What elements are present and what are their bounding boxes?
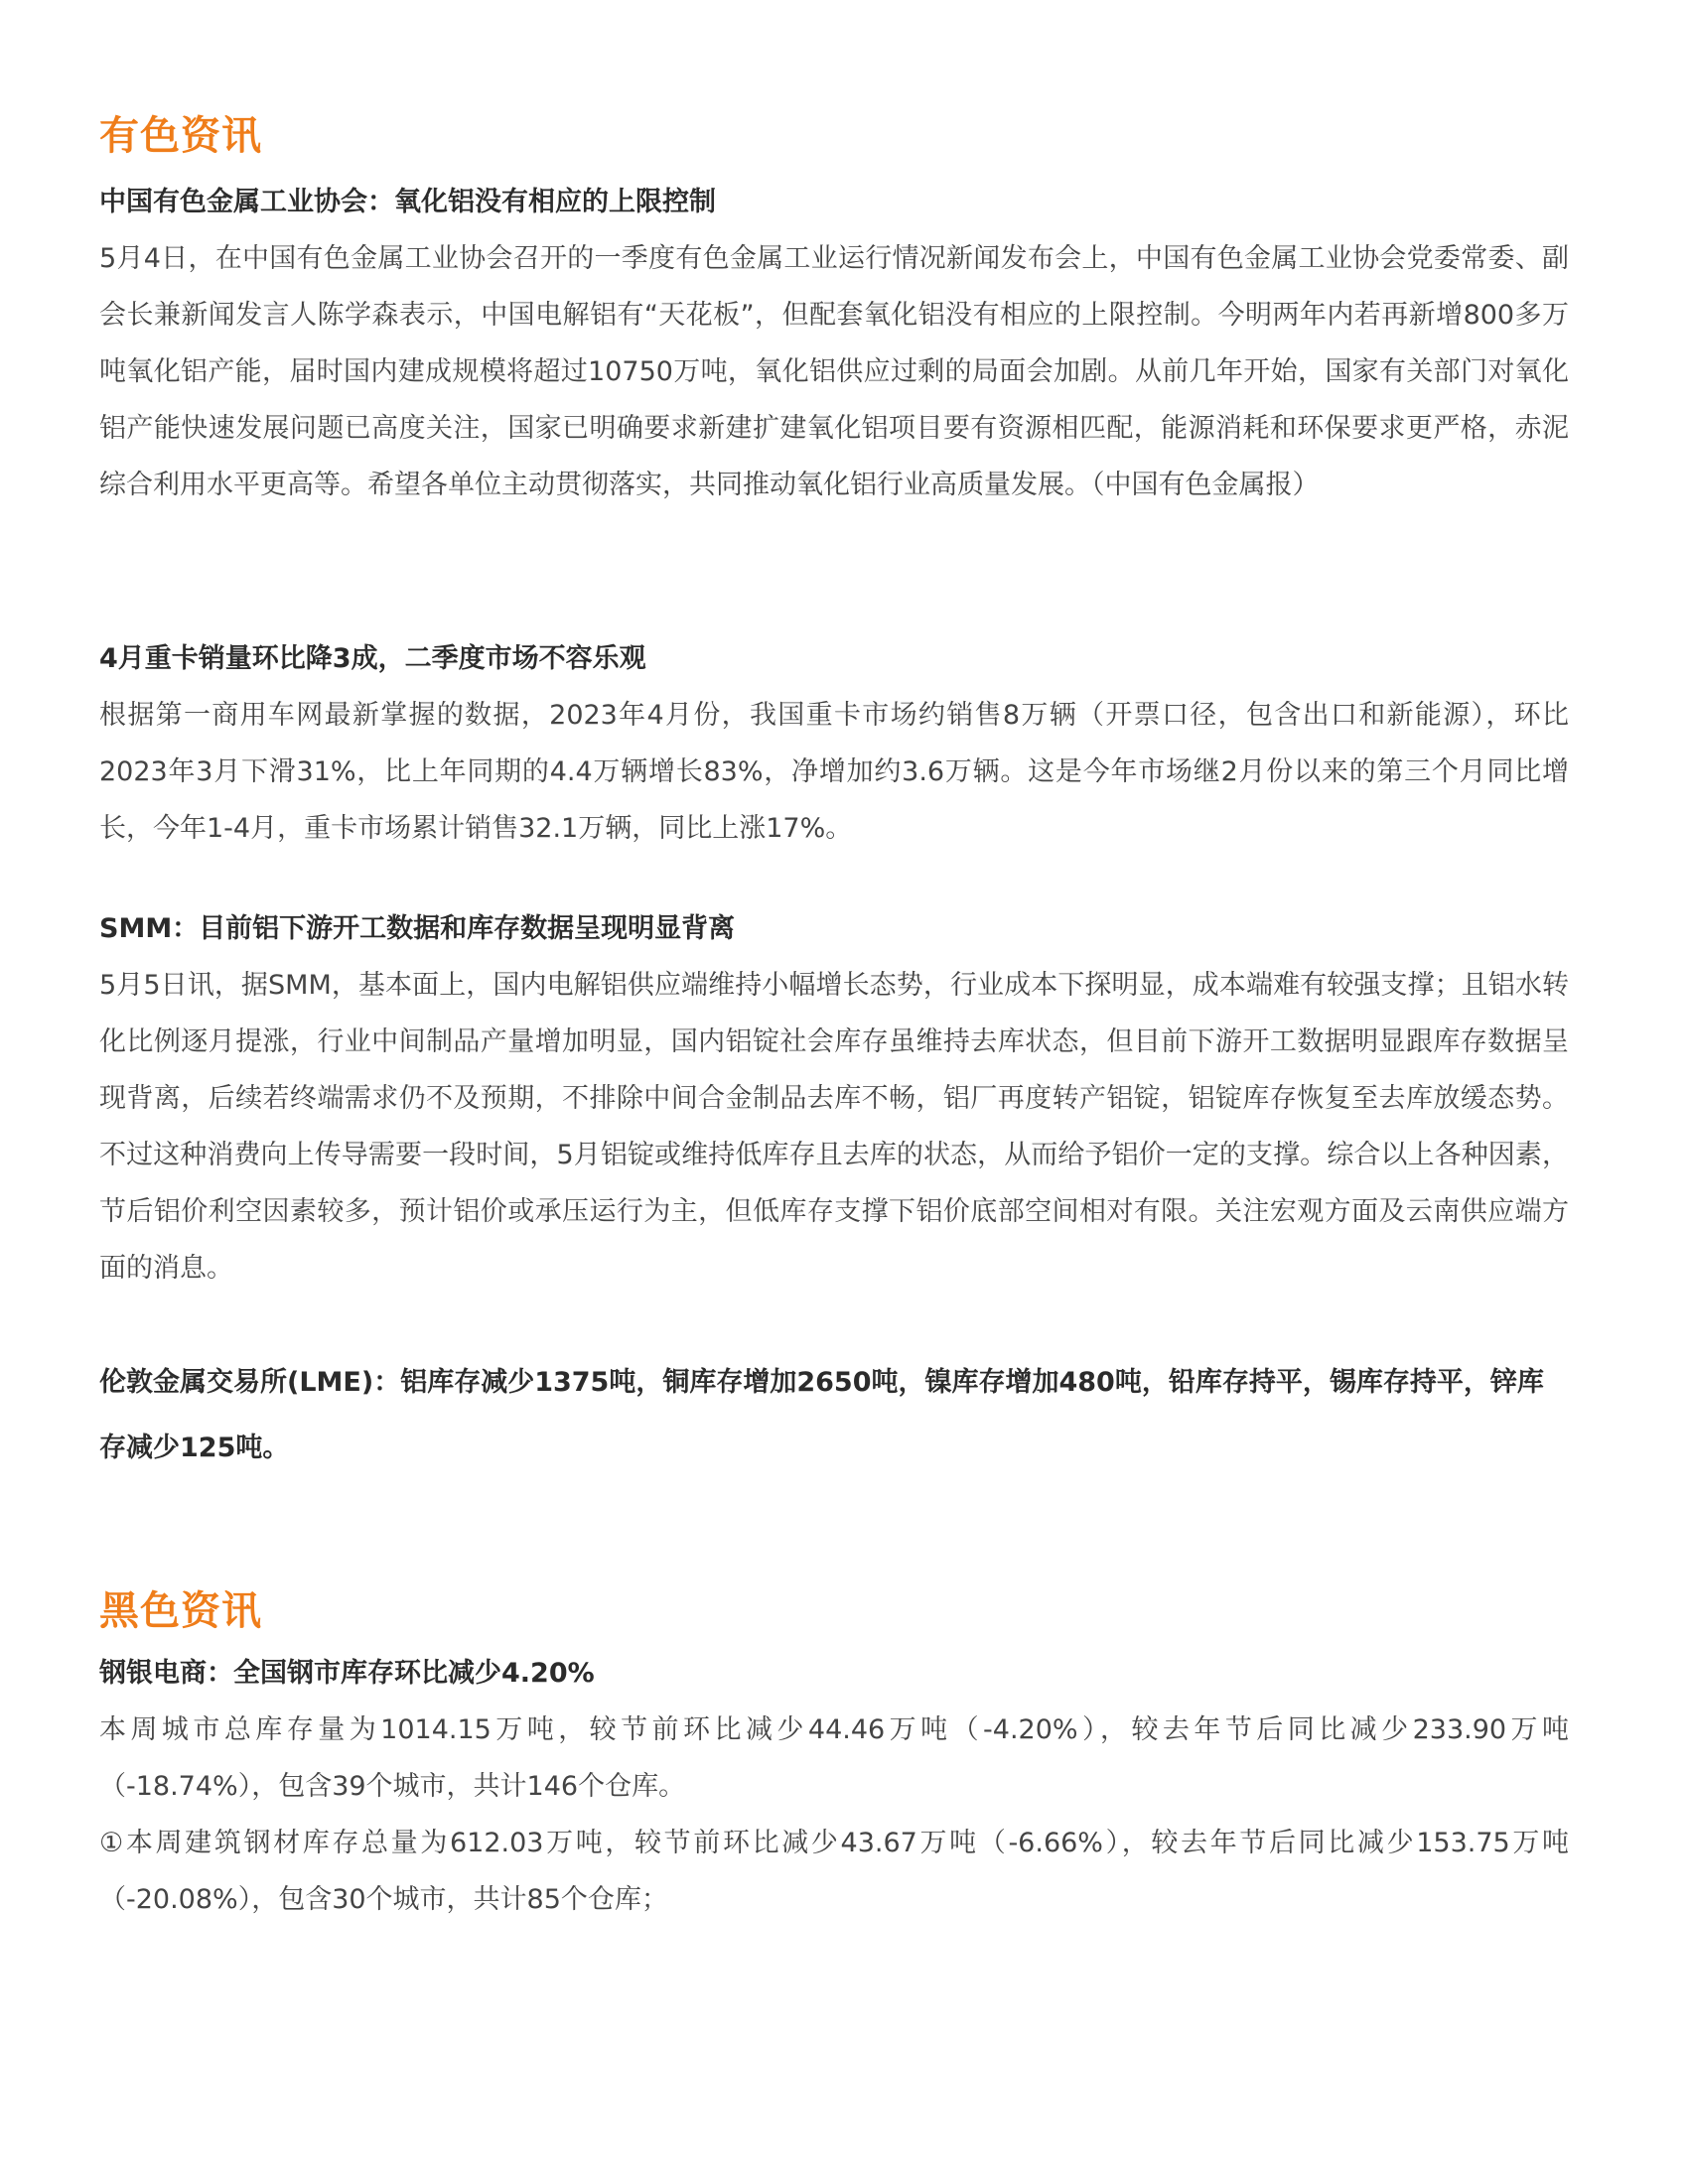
article-steel-inventory: [99, 1646, 1569, 1928]
lme-inventory-note: [99, 1350, 1569, 1481]
article-smm: [99, 901, 1569, 1297]
article-body: 5月5日讯，据SMM，基本面上，国内电解铝供应端维持小幅增长态势，行业成本下探明显，成本端难有较强支撑；且铝水转化比例逐月提涨，行业中间制品产量增加明显，国内铝锭社会库存虽维持去库状态，但目前下游开工数据明显跟库存数据呈现背离，后续若终端需求仍不及预期，不排除中间合金制品去库不畅，铝厂再度转产铝锭，铝锭库存恢复至去库放缓态势。不过这种消费向上传导需要一段时间，5月铝锭或维持低库存且去库的状态，从而给予铝价一定的支撑。综合以上各种因素，节后铝价利空因素较多，预计铝价或承压运行为主，但低库存支撑下铝价底部空间相对有限。关注宏观方面及云南供应端方面的消息。: [99, 970, 1569, 1284]
section-title-nonferrous: 有色资讯: [99, 113, 262, 159]
article-alumina: [99, 175, 1569, 513]
article-body: 5月4日，在中国有色金属工业协会召开的一季度有色金属工业运行情况新闻发布会上，中国有色金属工业协会党委常委、副会长兼新闻发言人陈学森表示，中国电解铝有“天花板”，但配套氧化铝没有相应的上限控制。今明两年内若再新增800多万吨氧化铝产能，届时国内建成规模将超过10750万吨，氧化铝供应过剩的局面会加剧。从前几年开始，国家有关部门对氧化铝产能快速发展问题已高度关注，国家已明确要求新建扩建氧化铝项目要有资源相匹配，能源消耗和环保要求更严格，赤泥综合利用水平更高等。希望各单位主动贯彻落实，共同推动氧化铝行业高质量发展。（中国有色金属报）: [99, 243, 1569, 500]
lme-text: 伦敦金属交易所(LME)：铝库存减少1375吨，铜库存增加2650吨，镍库存增加480吨，铅库存持平，锡库存持平，锌库存减少125吨。: [99, 1367, 1544, 1463]
section-title-ferrous: 黑色资讯: [99, 1588, 262, 1634]
article-headline: 中国有色金属工业协会：氧化铝没有相应的上限控制: [99, 187, 716, 217]
article-body: 本周城市总库存量为1014.15万吨，较节前环比减少44.46万吨（-4.20%），较去年节后同比减少233.90万吨（-18.74%），包含39个城市，共计146个仓库。: [99, 1714, 1569, 1802]
article-headline: 4月重卡销量环比降3成，二季度市场不容乐观: [99, 643, 646, 674]
article-body: 根据第一商用车网最新掌握的数据，2023年4月份，我国重卡市场约销售8万辆（开票口径，包含出口和新能源），环比2023年3月下滑31%，比上年同期的4.4万辆增长83%，净增加约3.6万辆。这是今年市场继2月份以来的第三个月同比增长，今年1-4月，重卡市场累计销售32.1万辆，同比上涨17%。: [99, 700, 1569, 844]
article-body-item-1: ①本周建筑钢材库存总量为612.03万吨，较节前环比减少43.67万吨（-6.66%），较去年节后同比减少153.75万吨（-20.08%），包含30个城市，共计85个仓库；: [99, 1828, 1569, 1915]
article-heavy-truck: [99, 631, 1569, 857]
article-headline: SMM：目前铝下游开工数据和库存数据呈现明显背离: [99, 913, 736, 944]
article-headline: 钢银电商：全国钢市库存环比减少4.20%: [99, 1658, 595, 1689]
